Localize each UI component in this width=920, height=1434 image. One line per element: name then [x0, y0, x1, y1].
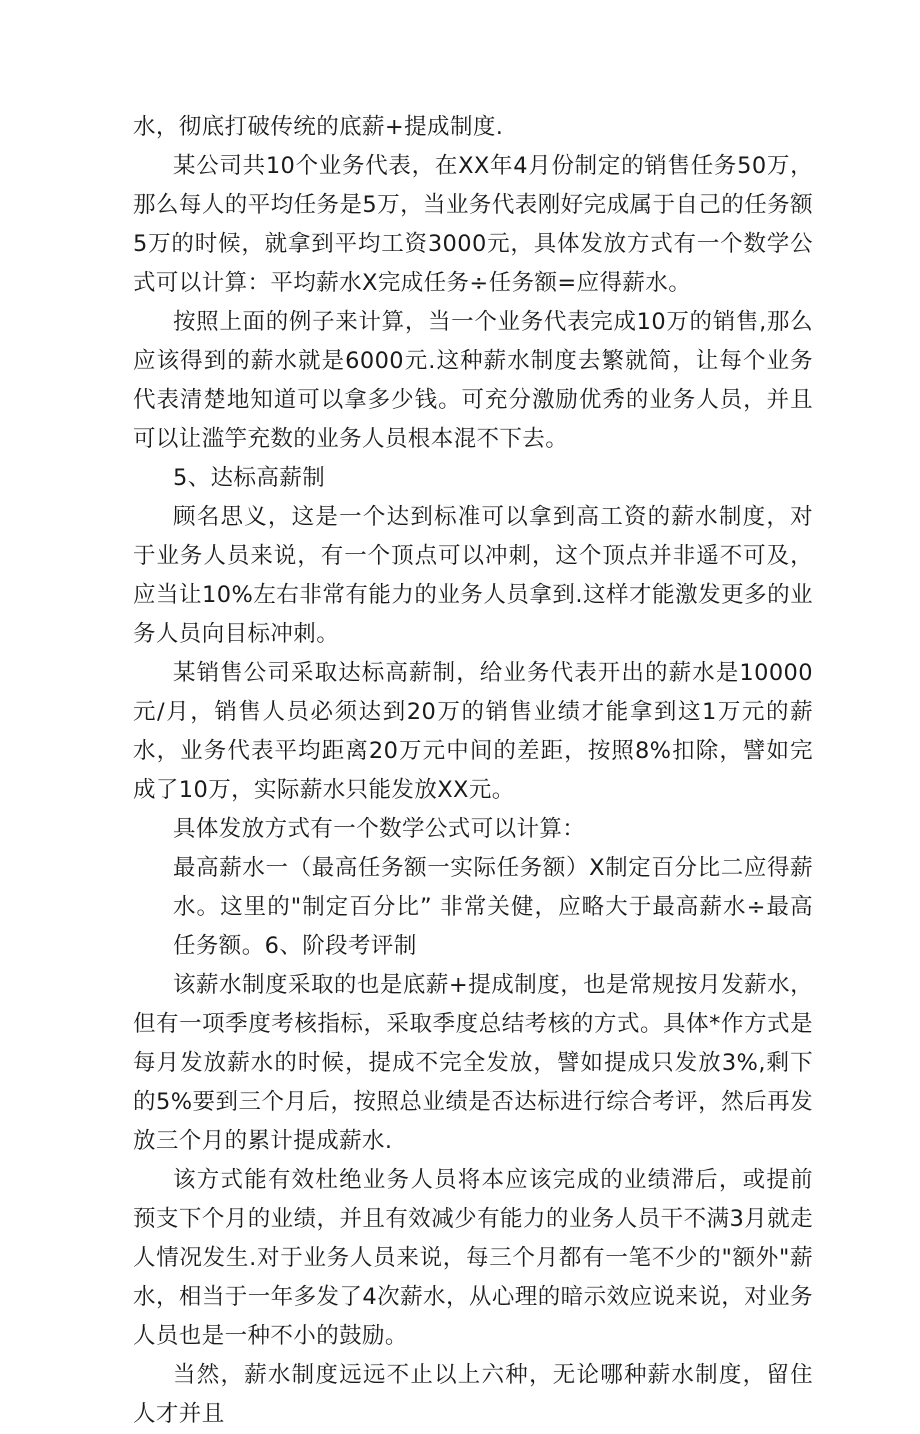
- paragraph: 具体发放方式有一个数学公式可以计算：: [173, 816, 586, 842]
- paragraph: 该方式能有效杜绝业务人员将本应该完成的业绩滞后，或提前预支下个月的业绩，并且有效减少有能力的业务人员干不满3月就走人情况发生.对于业务人员来说，每三个月都有一笔不少的"额外"薪水，相当于一年多发了4次薪水，从心理的暗示效应说来说，对业务人员也是一种不小的鼓励。: [133, 1167, 813, 1349]
- paragraph: 顾名思义，这是一个达到标准可以拿到高工资的薪水制度，对于业务人员来说，有一个顶点可以冲刺，这个顶点并非遥不可及，应当让10%左右非常有能力的业务人员拿到.这样才能激发更多的业务人员向目标冲刺。: [133, 504, 813, 647]
- document-body: [133, 108, 813, 1434]
- paragraph: 某销售公司采取达标高薪制，给业务代表开出的薪水是10000元/月，销售人员必须达到20万的销售业绩才能拿到这1万元的薪水，业务代表平均距离20万元中间的差距，按照8%扣除，譬如完成了10万，实际薪水只能发放XX元。: [133, 660, 813, 803]
- paragraph: 当然，薪水制度远远不止以上六种，无论哪种薪水制度，留住人才并且: [133, 1362, 813, 1427]
- section-heading: 5、达标高薪制: [173, 465, 326, 491]
- paragraph: 某公司共10个业务代表，在XX年4月份制定的销售任务50万，那么每人的平均任务是5万，当业务代表刚好完成属于自己的任务额5万的时候，就拿到平均工资3000元，具体发放方式有一个数学公式可以计算：平均薪水X完成任务÷任务额=应得薪水。: [133, 153, 813, 296]
- paragraph: 按照上面的例子来计算，当一个业务代表完成10万的销售,那么应该得到的薪水就是6000元.这种薪水制度去繁就简，让每个业务代表清楚地知道可以拿多少钱。可充分激励优秀的业务人员，并且可以让滥竽充数的业务人员根本混不下去。: [133, 309, 813, 452]
- formula-paragraph: 最高薪水一（最高任务额一实际任务额）X制定百分比二应得薪水。这里的"制定百分比” 非常关健，应略大于最高薪水÷最高任务额。6、阶段考评制: [173, 855, 813, 959]
- paragraph: 水，彻底打破传统的底薪+提成制度.: [133, 114, 504, 140]
- paragraph: 该薪水制度采取的也是底薪+提成制度，也是常规按月发薪水，但有一项季度考核指标，采取季度总结考核的方式。具体*作方式是每月发放薪水的时候，提成不完全发放，譬如提成只发放3%,剩下的5%要到三个月后，按照总业绩是否达标进行综合考评，然后再发放三个月的累计提成薪水.: [133, 972, 813, 1154]
